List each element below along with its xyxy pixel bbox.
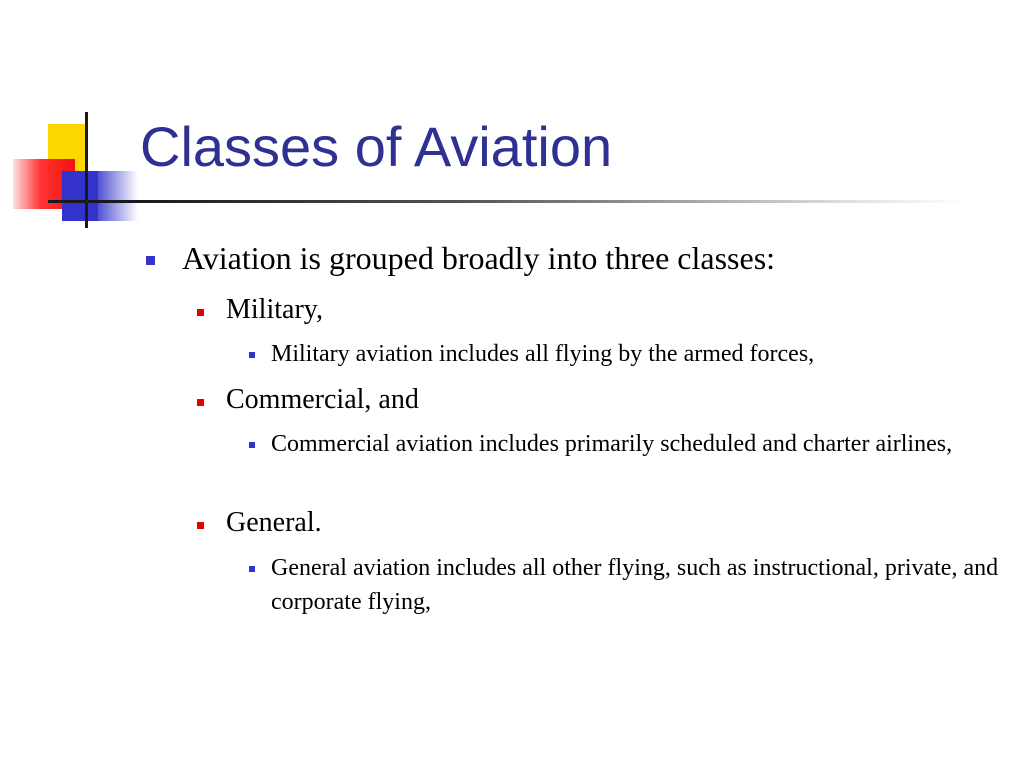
bullet-commercial-text: Commercial, and xyxy=(226,384,419,415)
square-bullet-icon xyxy=(197,522,204,529)
square-bullet-icon xyxy=(146,256,155,265)
bullet-general-text: General. xyxy=(226,507,322,538)
bullet-military-text: Military, xyxy=(226,294,323,325)
bullet-intro-text: Aviation is grouped broadly into three classes: xyxy=(182,240,776,276)
square-bullet-icon xyxy=(197,309,204,316)
slide-title: Classes of Aviation xyxy=(140,115,613,178)
bullet-general-detail-text: General aviation includes all other flying, such as instructional, private, and corporate flying, xyxy=(271,555,999,615)
bullet-military-detail-text: Military aviation includes all flying by the armed forces, xyxy=(271,341,815,367)
square-bullet-icon xyxy=(249,442,255,448)
square-bullet-icon xyxy=(249,352,255,358)
square-bullet-icon xyxy=(249,566,255,572)
square-bullet-icon xyxy=(197,399,204,406)
bullet-commercial-detail-text: Commercial aviation includes primarily scheduled and charter airlines, xyxy=(271,431,953,457)
